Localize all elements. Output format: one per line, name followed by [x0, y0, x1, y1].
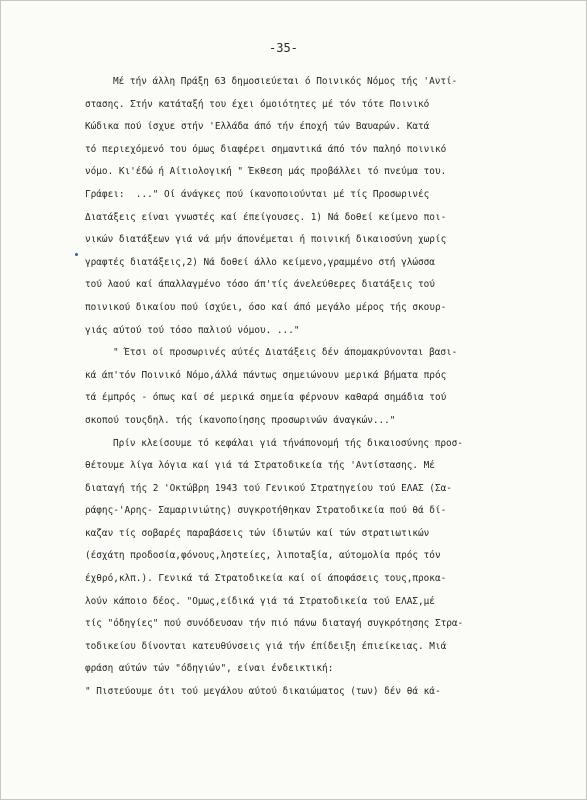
text-line: ποινικού δικαίου πού ίσχύει, όσο καί άπό μεγάλο μέρος τής σκουρ-: [85, 301, 447, 313]
text-line: φράση αύτών τών "όδηγιών", είναι ένδεικτική:: [85, 663, 334, 675]
text-line: (έσχάτη προδοσία,φόνους,ληστείες, λιποταξία, αύτομολία πρός τόν: [85, 550, 441, 562]
text-line: Γράφει: ..." Οί άνάγκες πού ίκανοποιούνται μέ τίς Προσωρινές: [85, 188, 430, 200]
text-line: λούν κάποιο δέος. "Ομως,είδικά γιά τά Στρατοδικεία τού ΕΛΑΣ,μέ: [85, 595, 435, 607]
text-line: τοδικείου δίνονται κατευθύνσεις γιά τήν έπίδειξη έπιείκειας. Μιά: [85, 640, 447, 652]
body-text: [85, 71, 555, 704]
text-line: τού λαού καί άπαλλαγμένο τόσο άπ'τίς άνελεύθερες διατάξεις τού: [85, 279, 435, 291]
text-line: Πρίν κλείσουμε τό κεφάλαι γιά τήνάπονομή τής δικαιοσύνης προσ-: [113, 437, 463, 449]
text-line: " Πιστεύουμε ότι τού μεγάλου αύτού δικαιώματος (των) δέν θά κά-: [85, 686, 441, 698]
text-line: ράφης-'Αρης- Σαμαρινιώτης) συγκροτήθηκαν Στρατοδικεία πού θά δί-: [85, 505, 447, 517]
margin-ink-dot: [75, 253, 78, 256]
text-line: σκοπού τουςδηλ. τής ίκανοποίησης προσωρινών άναγκών...": [85, 414, 396, 426]
text-line: τά έμπρός - όπως καί σέ μερικά σημεία φέρνουν καθαρά σημάδια τού: [85, 392, 447, 404]
text-line: έχθρό,κλπ.). Γενικά τά Στρατοδικεία καί οί άποφάσεις τους,προκα-: [85, 573, 447, 585]
text-line: " Έτσι οί προσωρινές αύτές Διατάξεις δέν άπομακρύνονται βασι-: [113, 347, 458, 359]
text-line: Κώδικα πού ίσχυε στήν 'Ελλάδα άπό τήν έποχή τών Βαυαρών. Κατά: [85, 121, 430, 133]
text-line: Διατάξεις είναι γνωστές καί έπείγουσες. 1) Νά δοθεί κείμενο ποι-: [85, 211, 447, 223]
text-line: γιάς αύτού τού τόσο παλιού νόμου. ...": [85, 324, 300, 336]
text-line: νόμο. Κι'έδώ ή Αίτιολογική " Έκθεση μάς προβάλλει τό πνεύμα του.: [85, 166, 447, 178]
text-line: γραφτές διατάξεις,2) Νά δοθεί άλλο κείμενο,γραμμένο στή γλώσσα: [85, 256, 435, 268]
text-line: στασης. Στήν κατάταξή του έχει όμοιότητες μέ τόν τότε Ποινικό: [85, 98, 430, 110]
text-line: Μέ τήν άλλη Πράξη 63 δημοσιεύεται ό Ποινικός Νόμος τής 'Αντί-: [113, 76, 458, 87]
text-line: θέτουμε λίγα λόγια καί γιά τά Στρατοδικεία τής 'Αντίστασης. Μέ: [85, 460, 435, 472]
text-line: τίς "όδηγίες" πού συνόδευσαν τήν πιό πάνω διαταγή συγκρότησης Στρα-: [85, 618, 464, 630]
text-line: κά άπ'τόν Ποινικό Νόμο,άλλά πάντως σημειώνουν μερικά βήματα πρός: [85, 369, 447, 381]
text-line: νικών διατάξεων γιά νά μήν άπονέμεται ή ποινική δικαιοσύνη χωρίς: [85, 234, 447, 246]
text-line: καζαν τίς σοβαρές παραβάσεις τών ίδιωτών καί τών στρατιωτικών: [85, 527, 430, 539]
text-line: διαταγή τής 2 'Οκτώβρη 1943 τού Γενικού Στρατηγείου τού ΕΛΑΣ (Σα-: [85, 482, 452, 494]
page-number: -35-: [269, 41, 298, 55]
text-line: τό περιεχόμενό του όμως διαφέρει σημαντικά άπό τόν παληό ποινικό: [85, 143, 447, 155]
